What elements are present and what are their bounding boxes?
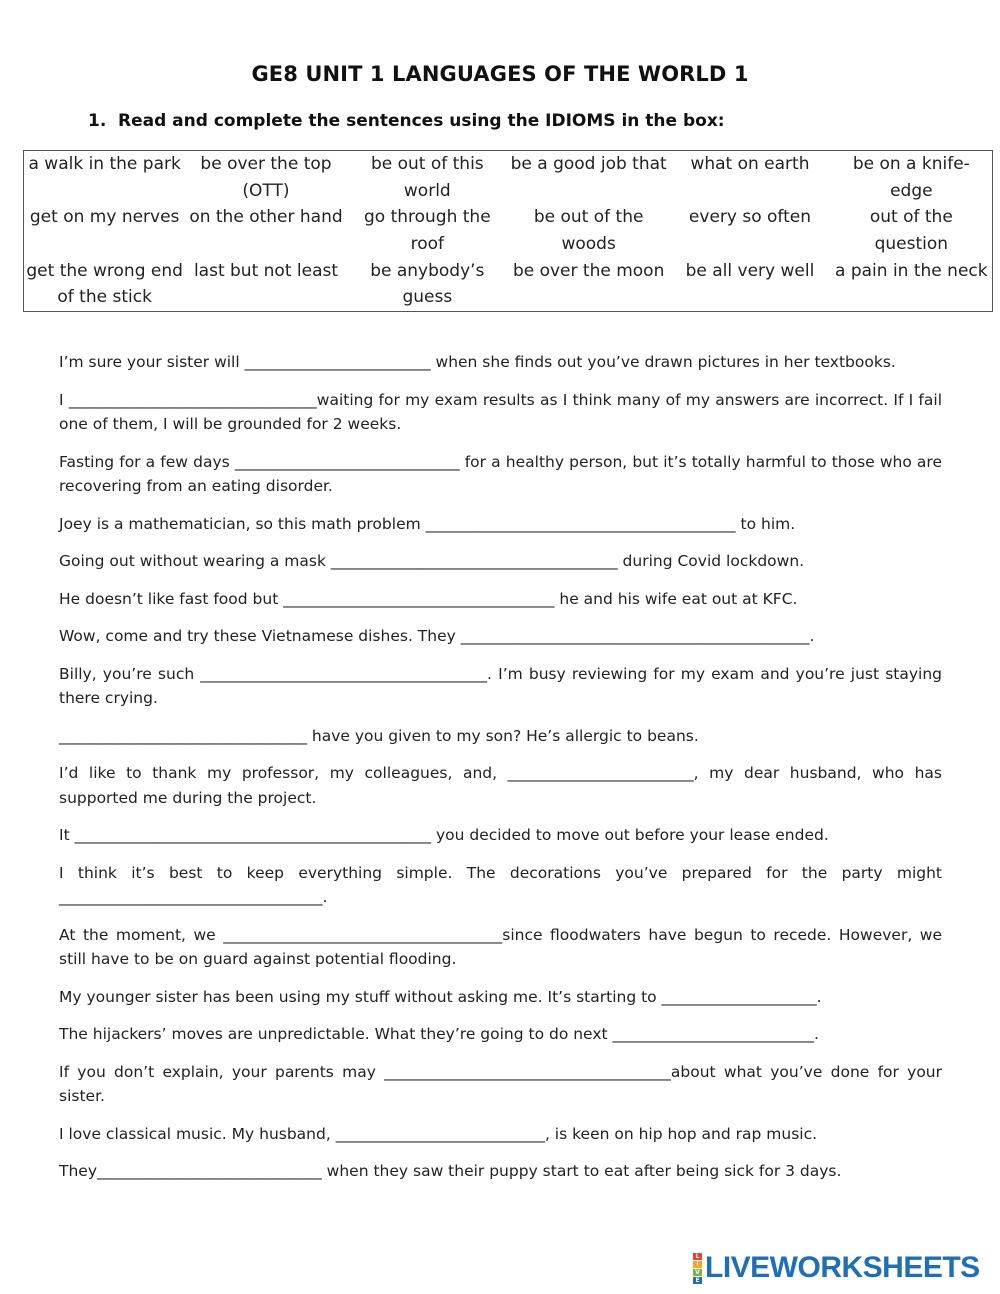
- sentence-item: I’d like to thank my professor, my colleagues, and, ________________________, my dear husband, who has supported me during the project.: [59, 764, 947, 807]
- logo-mark-letter: E: [693, 1277, 702, 1284]
- idiom-cell: a pain in the neck: [835, 260, 988, 281]
- idiom-cell: be all very well: [685, 260, 815, 281]
- idiom-box: [23, 150, 993, 312]
- liveworksheets-logo: [693, 1252, 980, 1284]
- sentence-item: The hijackers’ moves are unpredictable. What they’re going to do next __________________________.: [59, 1025, 819, 1043]
- sentence-item: Going out without wearing a mask _____________________________________ during Covid lockdown.: [59, 552, 805, 570]
- sentence-item: They_____________________________ when they saw their puppy start to eat after being sick for 3 days.: [59, 1162, 842, 1180]
- page-title: GE8 UNIT 1 LANGUAGES OF THE WORLD 1: [251, 62, 749, 86]
- sentence-item: Billy, you’re such _____________________________________. I’m busy reviewing for my exam and you’re just staying there crying.: [59, 664, 947, 707]
- logo-mark-letter: V: [693, 1269, 702, 1276]
- logo-text: LIVEWORKSHEETS: [705, 1251, 980, 1284]
- idiom-cell: last but not least: [193, 260, 339, 281]
- sentence-item: It ______________________________________________ you decided to move out before your lease ended.: [59, 826, 829, 844]
- logo-mark-letter: L: [693, 1253, 702, 1260]
- idiom-row: [24, 258, 992, 311]
- idiom-cell: go through the roof: [363, 207, 491, 254]
- sentence-item: I love classical music. My husband, ___________________________, is keen on hip hop and rap music.: [59, 1124, 818, 1143]
- sentence-item: If you don’t explain, your parents may _____________________________________about what you’ve done for your sister.: [59, 1062, 947, 1105]
- idiom-cell: a walk in the park: [28, 154, 181, 174]
- logo-mark-icon: [693, 1252, 702, 1284]
- sentence-item: My younger sister has been using my stuff without asking me. It’s starting to ____________________.: [59, 987, 822, 1006]
- instruction-number: 1.: [88, 111, 107, 131]
- idiom-cell: be over the moon: [512, 260, 665, 281]
- idiom-cell: on the other hand: [189, 207, 343, 228]
- idiom-cell: be on a knife-edge: [852, 154, 970, 201]
- sentence-item: ________________________________ have you given to my son? He’s allergic to beans.: [59, 726, 699, 745]
- idiom-cell: get the wrong end of the stick: [26, 260, 183, 308]
- idiom-table: [24, 151, 992, 311]
- idiom-cell: be anybody’s guess: [370, 260, 485, 308]
- sentence-item: Wow, come and try these Vietnamese dishes. They _____________________________________________.: [59, 627, 815, 645]
- idiom-cell: what on earth: [690, 154, 810, 174]
- logo-mark-letter: I: [693, 1261, 702, 1268]
- idiom-cell: be over the top (OTT): [200, 154, 332, 201]
- sentence-list: [59, 350, 947, 1184]
- sentence-item: I think it’s best to keep everything simple. The decorations you’ve prepared for the party might __________________________________.: [59, 863, 947, 906]
- sentence-item: Joey is a mathematician, so this math problem ________________________________________ to him.: [59, 514, 796, 533]
- sentence-item: I ________________________________waiting for my exam results as I think many of my answers are incorrect. If I fail one of them, I will be grounded for 2 weeks.: [59, 390, 947, 433]
- idiom-cell: be out of the woods: [533, 207, 644, 254]
- sentence-item: At the moment, we ____________________________________since floodwaters have begun to recede. However, we still have to be on guard against potential flooding.: [59, 925, 947, 968]
- idiom-cell: get on my nerves: [29, 207, 180, 228]
- sentence-item: He doesn’t like fast food but ___________________________________ he and his wife eat out at KFC.: [59, 589, 798, 608]
- instruction-text: Read and complete the sentences using the IDIOMS in the box:: [118, 111, 725, 131]
- idiom-row: [24, 204, 992, 257]
- idiom-cell: out of the question: [869, 207, 953, 254]
- sentence-item: Fasting for a few days _____________________________ for a healthy person, but it’s totally harmful to those who are recovering from an eating disorder.: [59, 452, 947, 495]
- sentence-item: I’m sure your sister will ________________________ when she finds out you’ve drawn pictures in her textbooks.: [59, 353, 896, 371]
- idiom-row: [24, 151, 992, 204]
- idiom-cell: be out of this world: [370, 154, 484, 201]
- instruction: [88, 111, 725, 131]
- idiom-cell: be a good job that: [510, 154, 667, 174]
- idiom-cell: every so often: [688, 207, 812, 228]
